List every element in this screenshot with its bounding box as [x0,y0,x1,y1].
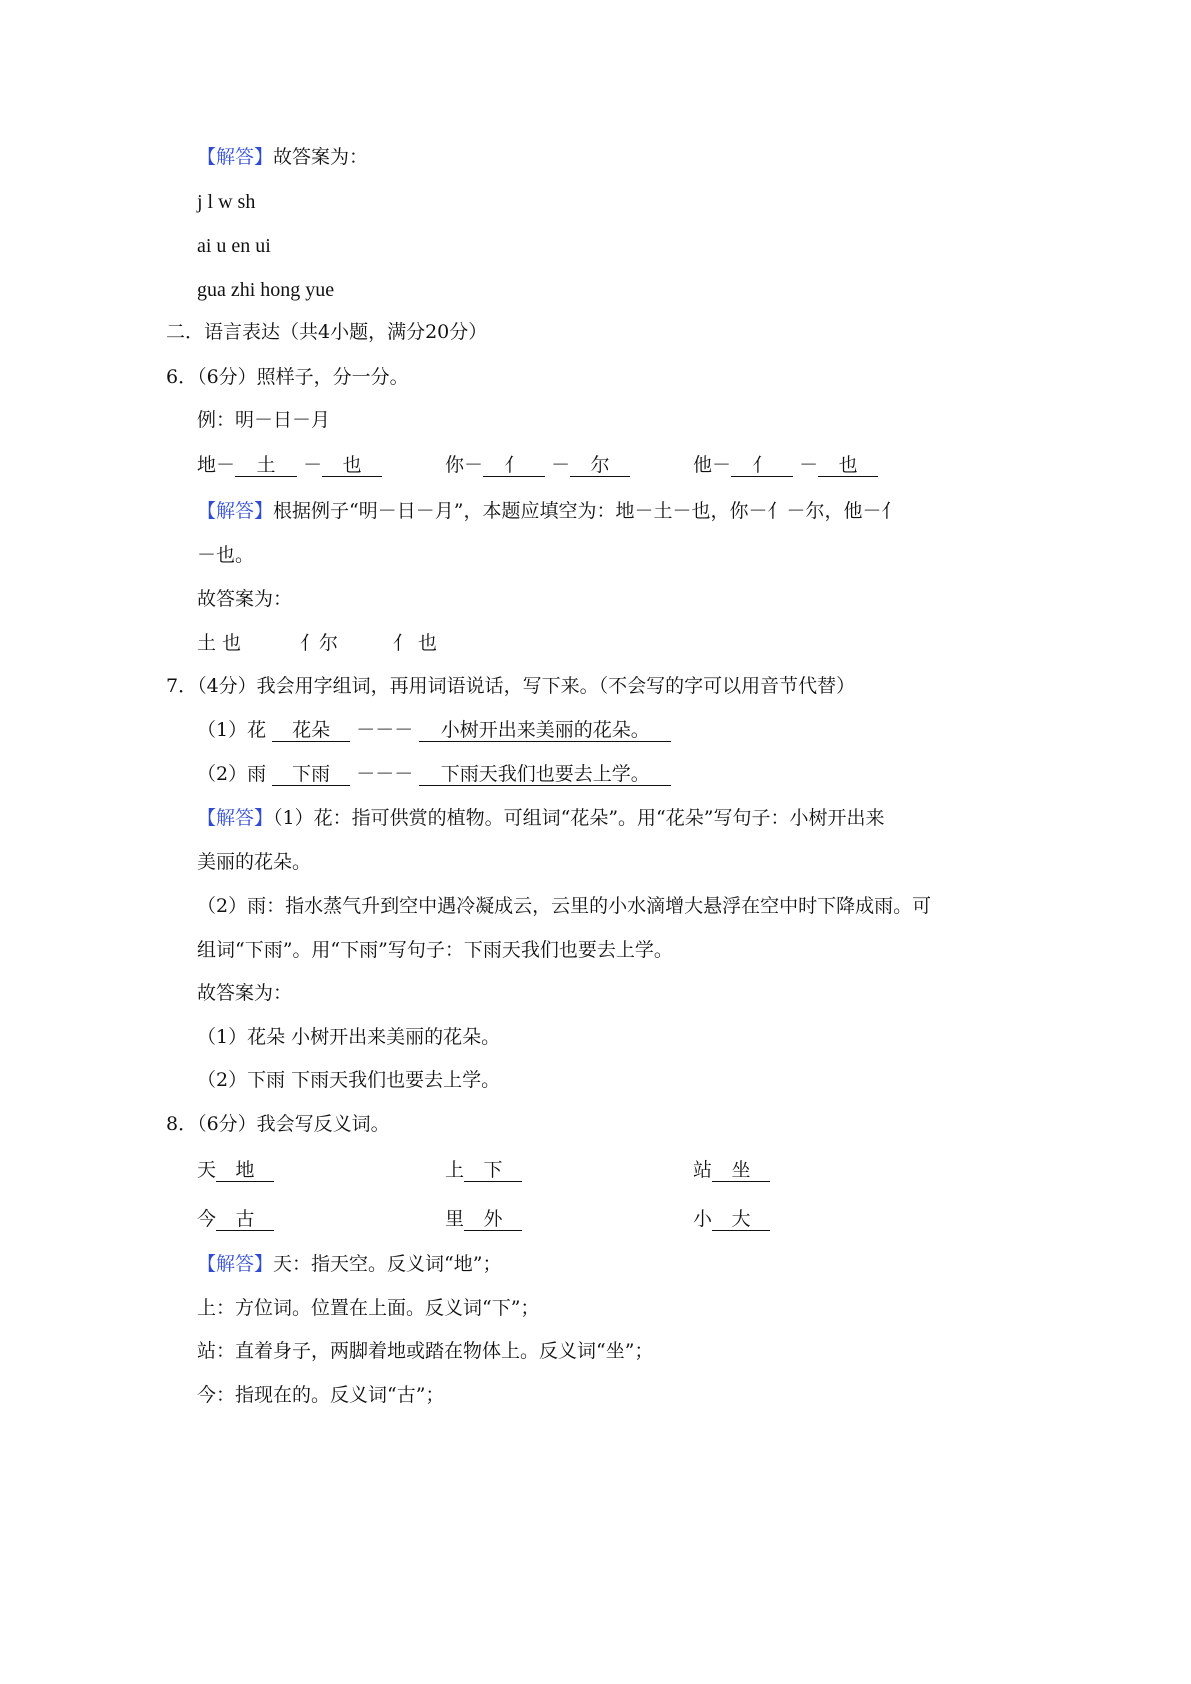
item-prefix: （1）花 [197,719,267,741]
item-sep: － [799,454,819,476]
answer-blank: 尔 [570,454,630,477]
q7-title: 7．（4分）我会用字组词，再用词语说话，写下来。（不会写的字可以用音节代替） [166,675,856,697]
item-prefix: （2）雨 [197,763,267,785]
antonym-blank: 坐 [712,1159,770,1182]
antonym-blank: 大 [712,1208,770,1231]
q8-pair-1 [197,1158,274,1182]
q7-explain-line-4: 组词“下雨”。用“下雨”写句子：下雨天我们也要去上学。 [197,939,673,961]
word-blank: 下雨 [272,763,350,786]
answer-tag: 【解答】 [197,500,274,522]
q7-final-label: 故答案为： [197,982,293,1004]
q6-explain-line-2: －也。 [197,544,255,566]
q8-pair-3 [693,1158,770,1182]
answer-tag: 【解答】 [197,1253,274,1275]
pair-char: 上 [445,1159,465,1181]
answer-tag: 【解答】 [197,807,274,829]
item-char: 地－ [197,454,236,476]
q8-pair-5 [445,1207,522,1231]
answer-blank: 亻 [483,454,545,477]
q6-item-3 [693,453,878,477]
pair-char: 小 [693,1208,713,1230]
item-dash: －－－ [356,763,414,785]
q6-example: 例：明－日－月 [197,409,331,431]
q8-title: 8．（6分）我会写反义词。 [166,1113,390,1135]
q6-final-1: 土 也 [197,632,242,654]
answer-blank: 土 [235,454,297,477]
q7-item-1 [197,718,671,742]
item-char: 他－ [693,454,732,476]
q8-explain-line-4: 今：指现在的。反义词“古”； [197,1384,445,1406]
q8-explain-line-2: 上：方位词。位置在上面。反义词“下”； [197,1297,540,1319]
q8-explain-line-3: 站：直着身子，两脚着地或踏在物体上。反义词“坐”； [197,1340,654,1362]
antonym-blank: 下 [464,1159,522,1182]
q6-explain-line-1 [197,499,900,523]
answer-label: 故答案为： [273,146,369,168]
q5-answer-line [197,145,368,169]
item-char: 你－ [445,454,484,476]
q6-final-3: 亻 也 [393,632,438,654]
item-sep: － [303,454,323,476]
q7-explain-line-3: （2）雨：指水蒸气升到空中遇冷凝成云，云里的小水滴增大悬浮在空中时下降成雨。可 [197,895,932,917]
q6-final-2: 亻尔 [300,632,339,654]
q6-item-1 [197,453,382,477]
item-sep: － [551,454,571,476]
item-dash: －－－ [356,719,414,741]
answer-blank: 亻 [731,454,793,477]
pair-char: 站 [693,1159,713,1181]
pair-char: 里 [445,1208,465,1230]
q6-final-label: 故答案为： [197,588,293,610]
q7-explain-line-1 [197,806,884,830]
q8-explain-line-1 [197,1252,501,1276]
q7-explain-line-2: 美丽的花朵。 [197,851,312,873]
answer-tag: 【解答】 [197,146,274,168]
q7-item-2 [197,762,671,786]
q6-title: 6．（6分）照样子，分一分。 [166,366,409,388]
explain-text: 根据例子“明－日－月”，本题应填空为：地－土－也，你－亻－尔，他－亻 [273,500,901,522]
antonym-blank: 古 [216,1208,274,1231]
pinyin-row-3: gua zhi hong yue [197,279,335,301]
sentence-blank: 下雨天我们也要去上学。 [419,763,671,786]
explain-text: 天：指天空。反义词“地”； [273,1253,502,1275]
antonym-blank: 地 [216,1159,274,1182]
explain-text: （1）花：指可供赏的植物。可组词“花朵”。用“花朵”写句子：小树开出来 [273,807,885,829]
q8-pair-4 [197,1207,274,1231]
q6-item-2 [445,453,630,477]
answer-blank: 也 [818,454,878,477]
q7-final-2: （2）下雨 下雨天我们也要去上学。 [197,1069,501,1091]
q8-pair-2 [445,1158,522,1182]
sentence-blank: 小树开出来美丽的花朵。 [419,719,671,742]
pair-char: 天 [197,1159,217,1181]
pair-char: 今 [197,1208,217,1230]
word-blank: 花朵 [272,719,350,742]
pinyin-row-2: ai u en ui [197,235,271,257]
antonym-blank: 外 [464,1208,522,1231]
answer-blank: 也 [322,454,382,477]
section-title: 二．语言表达（共4小题，满分20分） [166,321,488,343]
pinyin-row-1: j l w sh [197,191,256,213]
q7-final-1: （1）花朵 小树开出来美丽的花朵。 [197,1026,501,1048]
q8-pair-6 [693,1207,770,1231]
